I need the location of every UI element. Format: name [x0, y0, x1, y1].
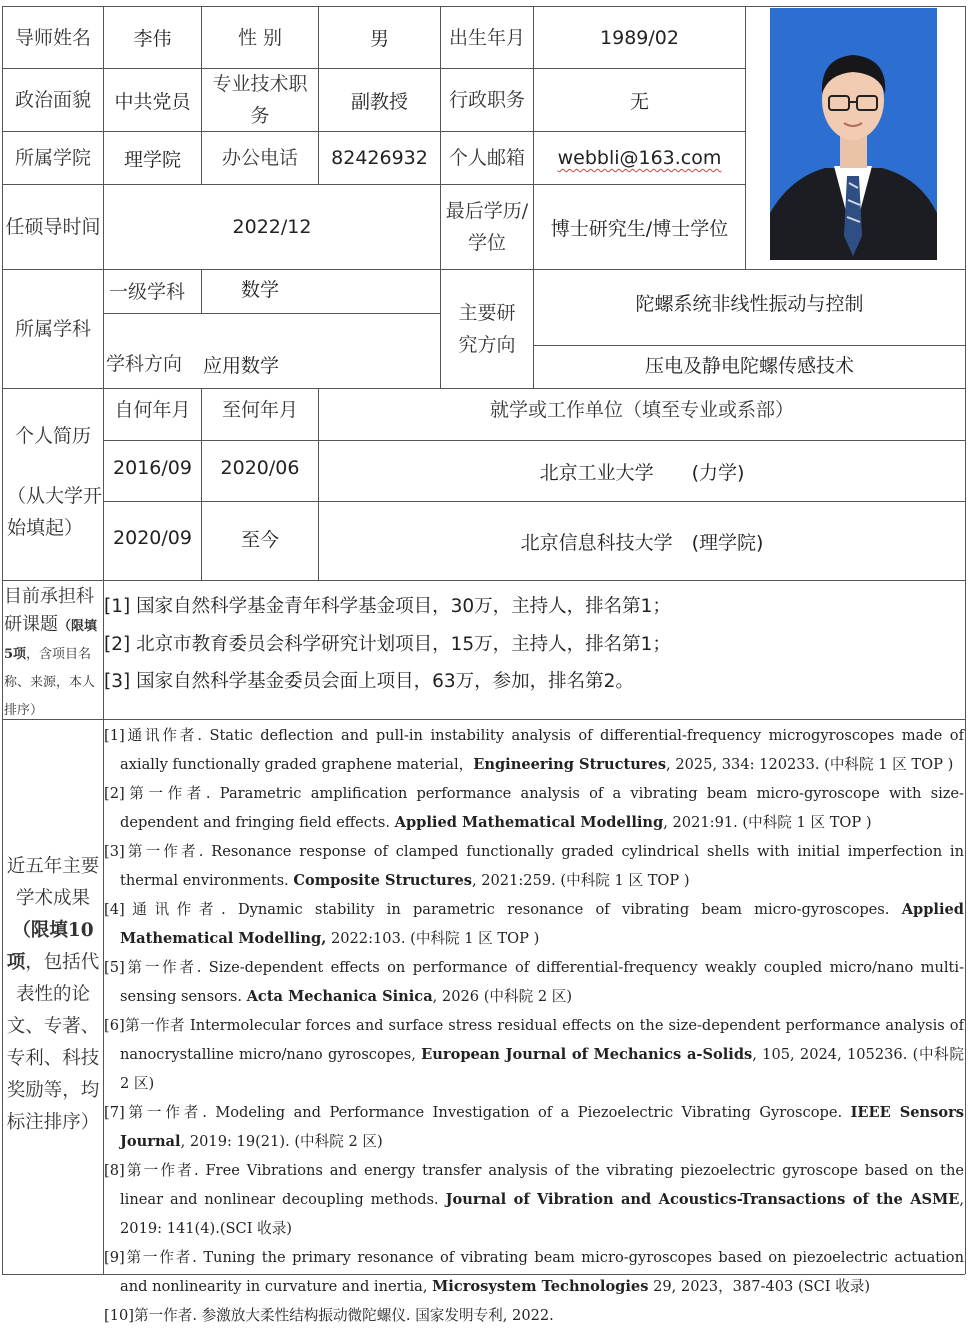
project-item-3: [3] 国家自然科学基金委员会面上项目，63万，参加，排名第2。: [104, 671, 634, 692]
email-value: webbli@163.com: [557, 147, 722, 169]
college-label: 所属学院: [14, 147, 91, 169]
resume-col-unit: 就学或工作单位（填至专业或系部）: [489, 399, 794, 421]
resume-row-1-to: 2020/06: [220, 456, 300, 479]
birth-label: 出生年月: [448, 26, 525, 49]
research-label: 主要研究方向: [458, 302, 516, 356]
achievement-item-8: [8]第一作者. Free Vibrations and energy transfer analysis of the vibrating piezoelectric gyroscope based on the linear and nonlinear decoupling methods. Journal of Vibration and Acoustics-Transactions of the ASME, 2019: 141(4).(SCI 收录): [104, 1162, 964, 1237]
project-item-1: [1] 国家自然科学基金青年科学基金项目，30万，主持人，排名第1；: [104, 596, 671, 617]
phone-label: 办公电话: [221, 147, 298, 169]
resume-row-2-from: 2020/09: [113, 527, 192, 549]
projects-label-rest: ，含项目名称、来源，本人排序）: [4, 647, 96, 718]
phone-value: 82426932: [331, 147, 428, 169]
achievements-list: [104, 721, 964, 1330]
achievement-item-4: [4]通讯作者. Dynamic stability in parametric resonance of vibrating beam micro-gyroscopes. Applied Mathematical Modelling, 2022:103. (中科院 1 区 TOP ): [104, 901, 964, 947]
projects-label: [4, 583, 103, 723]
person-silhouette-icon: [770, 8, 937, 260]
politics-value: 中共党员: [114, 90, 191, 113]
degree-label: 最后学历/学位: [445, 200, 529, 254]
achievement-item-6: [6]第一作者 Intermolecular forces and surface stress residual effects on the size-dependent performance analysis of nanocrystalline micro/nano gyroscopes, European Journal of Mechanics a-Solids, 105, 2024, 105236. (中科院 2 区): [104, 1017, 964, 1092]
project-item-2: [2] 北京市教育委员会科学研究计划项目，15万，主持人，排名第1；: [104, 634, 671, 655]
email-label: 个人邮箱: [448, 147, 525, 169]
degree-value: 博士研究生/博士学位: [550, 217, 729, 240]
resume-col-to: 至何年月: [221, 399, 298, 421]
resume-label: 个人简历: [14, 425, 91, 447]
admin-value: 无: [629, 90, 649, 113]
achievement-item-5: [5]第一作者. Size-dependent effects on performance of differential-frequency weakly coupled micro/nano multi-sensing sensors. Acta Mechanica Sinica, 2026 (中科院 2 区): [104, 959, 964, 1005]
first-discipline-label: 一级学科: [108, 280, 185, 303]
supervise-value: 2022/12: [232, 216, 312, 238]
resume-col-from: 自何年月: [114, 399, 191, 421]
gender-label: 性 别: [237, 26, 283, 49]
achievement-item-3: [3]第一作者. Resonance response of clamped functionally graded cylindrical shells with initial imperfection in thermal environments. Composite Structures, 2021:259. (中科院 1 区 TOP ): [104, 843, 964, 889]
portrait-photo: [770, 8, 937, 260]
name-value: 李伟: [133, 28, 172, 50]
birth-value: 1989/02: [600, 26, 679, 49]
research-direction-2: 压电及静电陀螺传感技术: [644, 354, 854, 377]
title-label: 专业技术职务: [212, 73, 308, 127]
supervise-label: 任硕导时间: [5, 216, 101, 238]
projects-label-bold: （限填5项: [4, 619, 98, 662]
achievements-label: [4, 851, 102, 1139]
achievements-label-main: 近五年主要学术成果: [6, 856, 100, 909]
achievements-label-rest: ，包括代表性的论文、专著、专利、科技奖励等，均标注排序）: [6, 952, 100, 1133]
politics-label: 政治面貌: [14, 89, 91, 111]
direction-label: 学科方向: [105, 353, 182, 375]
achievement-item-1: [1]通讯作者. Static deflection and pull-in instability analysis of differential-frequency microgyroscopes made of axially functionally graded graphene material，Engineering Structures, 2025, 334: 120233. (中科院 1 区 TOP ): [104, 727, 964, 773]
gender-value: 男: [369, 28, 389, 50]
achievement-item-9: [9]第一作者. Tuning the primary resonance of vibrating beam micro-gyroscopes based on piezoelectric actuation and nonlinearity in curvature and inertia, Microsystem Technologies 29, 2023，387-403 (SCI 收录): [104, 1249, 964, 1295]
resume-row-2-to: 至今: [240, 528, 279, 551]
achievement-item-10: [10]第一作者. 参激放大柔性结构振动微陀螺仪. 国家发明专利, 2022.: [104, 1307, 554, 1324]
achievements-label-bold: （限填10项: [6, 920, 94, 973]
resume-note: （从大学开始填起）: [7, 485, 103, 539]
college-value: 理学院: [123, 148, 181, 171]
resume-row-2-unit: 北京信息科技大学 (理学院): [520, 531, 764, 554]
first-discipline-value: 数学: [240, 278, 279, 301]
admin-label: 行政职务: [448, 89, 525, 111]
title-value: 副教授: [350, 90, 408, 113]
resume-row-1-unit: 北京工业大学 (力学): [539, 461, 745, 484]
achievement-item-7: [7]第一作者. Modeling and Performance Investigation of a Piezoelectric Vibrating Gyroscope. IEEE Sensors Journal, 2019: 19(21). (中科院 2 区): [104, 1104, 964, 1150]
direction-value: 应用数学: [202, 355, 279, 377]
research-direction-1: 陀螺系统非线性振动与控制: [635, 293, 864, 315]
name-label: 导师姓名: [14, 26, 91, 49]
discipline-label: 所属学科: [14, 318, 91, 340]
resume-row-1-from: 2016/09: [113, 456, 192, 479]
achievement-item-2: [2]第一作者. Parametric amplification performance analysis of a vibrating beam micro-gyroscope with size-dependent and fringing field effects. Applied Mathematical Modelling, 2021:91. (中科院 1 区 TOP ): [104, 785, 964, 831]
projects-label-main: 目前承担科研课题: [4, 586, 94, 635]
